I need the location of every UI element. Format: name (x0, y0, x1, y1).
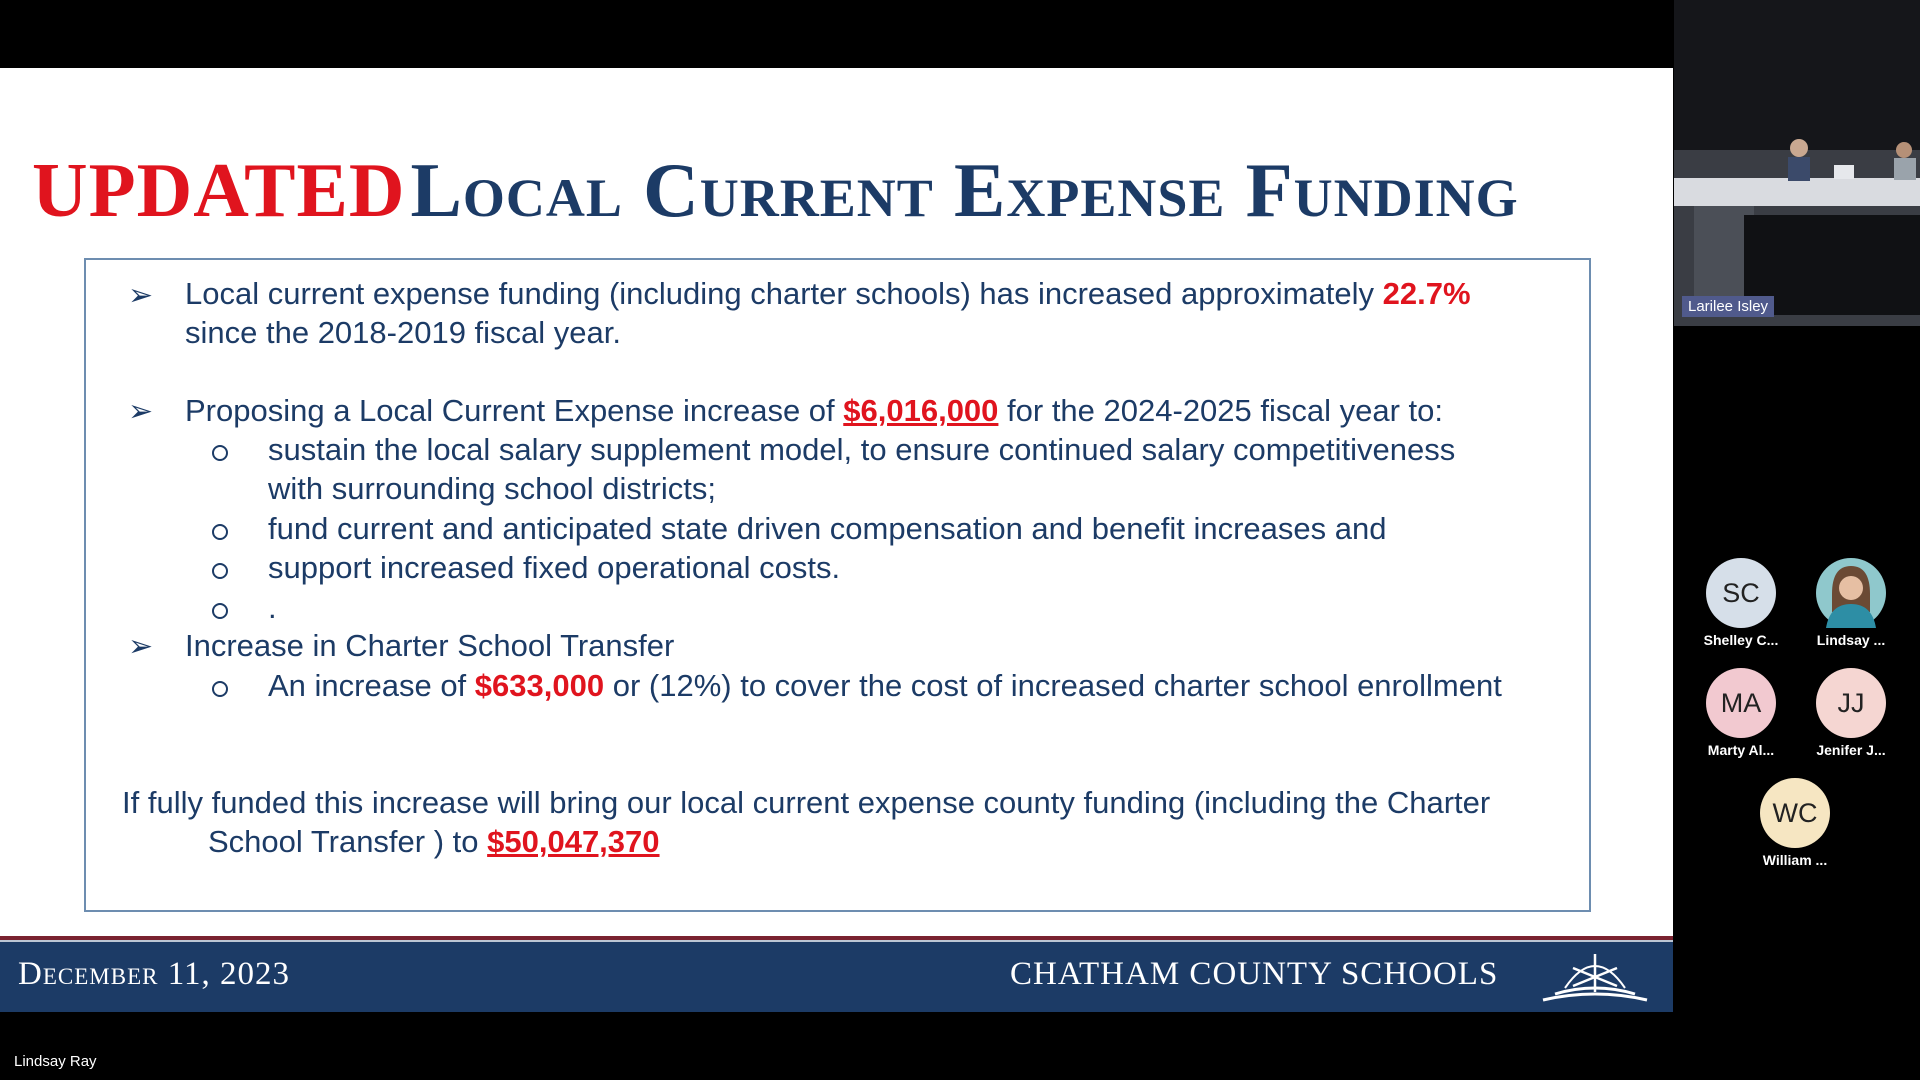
title-rest: Local Current Expense Funding (410, 147, 1519, 233)
participant-tile[interactable] (1745, 778, 1845, 868)
charter-increase-amount: $633,000 (474, 668, 605, 703)
sub5-line (268, 668, 1502, 704)
bullet1-text: Local current expense funding (including charter schools) has increased approximately (185, 276, 1383, 311)
speaker-video-tile[interactable] (1674, 0, 1920, 326)
sub4-line: . (268, 590, 277, 625)
footer-org: CHATHAM COUNTY SCHOOLS (1010, 956, 1499, 992)
bullet2-line (185, 393, 1443, 429)
footer-date: December 11, 2023 (18, 956, 290, 992)
arrow-bullet-icon: ➢ (128, 279, 154, 312)
arrow-bullet-icon: ➢ (128, 395, 154, 428)
participant-tile[interactable] (1691, 668, 1791, 758)
sub5-prefix: An increase of (268, 668, 475, 703)
presenter-name-label: Lindsay Ray (14, 1053, 97, 1070)
speaker-name-label: Larilee Isley (1682, 296, 1774, 317)
content-box (84, 258, 1591, 912)
slide-footer (0, 942, 1673, 1012)
closing-line2 (208, 824, 660, 860)
bullet1-line1 (185, 276, 1471, 312)
total-funding-amount: $50,047,370 (487, 824, 660, 859)
district-logo-icon (1535, 948, 1655, 1006)
avatar: JJ (1816, 668, 1886, 738)
sub3-line: support increased fixed operational costs. (268, 550, 841, 585)
circle-bullet-icon (212, 563, 228, 579)
bullet2-prefix: Proposing a Local Current Expense increase of (185, 393, 844, 428)
avatar: MA (1706, 668, 1776, 738)
participant-name: Lindsay ... (1816, 632, 1886, 648)
arrow-bullet-icon: ➢ (128, 630, 154, 663)
sub5-suffix: or (12%) to cover the cost of increased charter school enrollment (604, 668, 1502, 703)
participant-name: William ... (1762, 852, 1828, 868)
participant-name: Jenifer J... (1816, 742, 1886, 758)
shared-slide (0, 68, 1673, 1012)
avatar-photo (1816, 558, 1886, 628)
title-highlight: UPDATED (32, 147, 406, 233)
percent-increase: 22.7% (1382, 276, 1471, 311)
closing-line1: If fully funded this increase will bring our local current expense county funding (including the Charter (122, 785, 1491, 820)
participant-name: Shelley C... (1703, 632, 1779, 648)
bullet3-line: Increase in Charter School Transfer (185, 628, 675, 663)
circle-bullet-icon (212, 524, 228, 540)
participant-name: Marty Al... (1707, 742, 1775, 758)
slide-title (32, 146, 1652, 235)
bullet2-suffix: for the 2024-2025 fiscal year to: (998, 393, 1444, 428)
closing-prefix: School Transfer ) to (208, 824, 488, 859)
meeting-room-video (1674, 0, 1920, 326)
circle-bullet-icon (212, 445, 228, 461)
participant-tile[interactable] (1801, 558, 1901, 648)
increase-amount: $6,016,000 (843, 393, 999, 428)
sub2-line: fund current and anticipated state driven compensation and benefit increases and (268, 511, 1387, 546)
sub1-line1: sustain the local salary supplement model, to ensure continued salary competitiveness (268, 432, 1456, 467)
avatar: WC (1760, 778, 1830, 848)
person-photo-icon (1816, 558, 1886, 628)
circle-bullet-icon (212, 681, 228, 697)
avatar: SC (1706, 558, 1776, 628)
bullet1-line2: since the 2018-2019 fiscal year. (185, 315, 621, 350)
participant-tile[interactable] (1691, 558, 1791, 648)
sub1-line2: with surrounding school districts; (268, 471, 716, 506)
circle-bullet-icon (212, 603, 228, 619)
participant-tile[interactable] (1801, 668, 1901, 758)
